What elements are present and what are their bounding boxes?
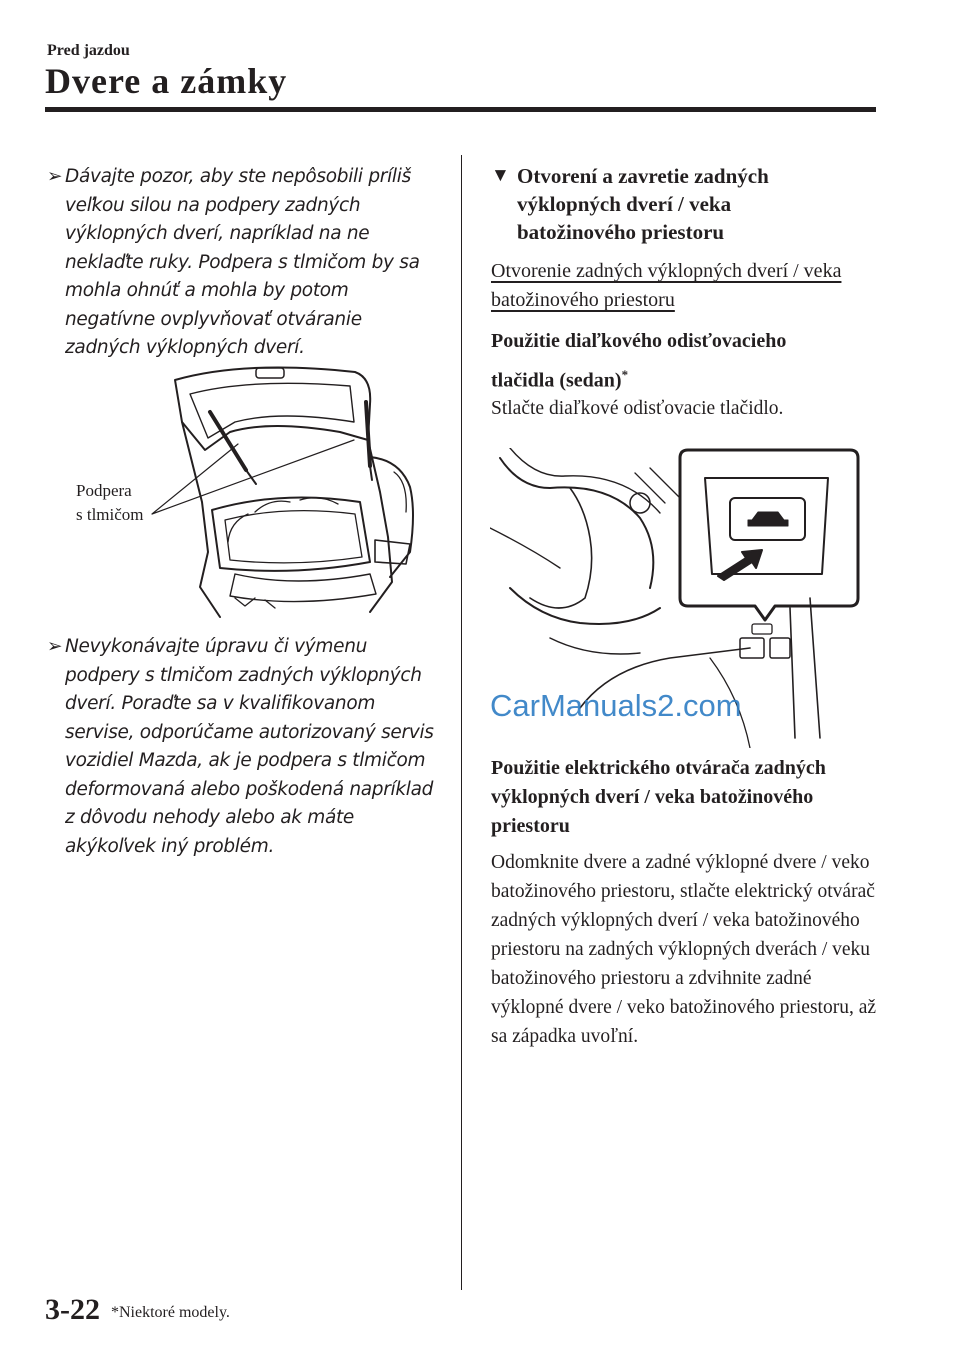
electric-heading: Použitie elektrického otvárača zadných výklopných dverí / veka batožinového priestoru (491, 757, 826, 837)
arrow-bullet-icon: ➢ (47, 636, 63, 657)
remote-release-button-figure (490, 448, 870, 748)
header-rule (45, 107, 876, 112)
page-number: 3-22 (45, 1293, 100, 1326)
section-name: Pred jazdou (47, 42, 130, 59)
tailgate-strut-figure (70, 362, 430, 627)
caution-item (47, 163, 432, 363)
footnote-mark: * (621, 367, 629, 382)
arrow-bullet-icon: ➢ (47, 166, 63, 187)
sub-heading: Otvorenie zadných výklopných dverí / veka batožinového priestoru (491, 260, 842, 311)
column-divider (461, 155, 462, 1290)
remote-instruction: Stlačte diaľkové odisťovacie tlačidlo. (491, 398, 784, 419)
triangle-marker-icon: ▼ (491, 165, 510, 186)
footnote: *Niektoré modely. (111, 1304, 230, 1321)
caution-text: Nevykonávajte úpravu či výmenu podpery s tlmičom zadných výklopných dverí. Poraďte sa v kvalifikovanom servise, odporúčame autorizovaný servis vozidiel Mazda, ak je podpera s tlmičom deformovaná alebo poškodená napríklad z dôvodu nehody alebo ak máte akýkoľvek iný problém. (65, 636, 434, 857)
page-title: Dvere a zámky (45, 61, 288, 101)
watermark-text: CarManuals2.com (490, 688, 742, 723)
caution-text: Dávajte pozor, aby ste nepôsobili príliš veľkou silou na podpery zadných výklopných dverí, napríklad na ne neklaďte ruky. Podpera s tlmičom by sa mohla ohnúť a mohla by potom negatívne ovplyvňovať otváranie zadných výklopných dverí. (65, 166, 420, 358)
electric-instruction: Odomknite dvere a zadné výklopné dvere / veko batožinového priestoru, stlačte elektrický otvárač zadných výklopných dverí / veka batožinového priestoru na zadných výklopných dverách / veku batožinového priestoru a zdvihnite zadné výklopné dvere / veko batožinového priestoru, až sa západka uvoľní. (491, 852, 877, 1047)
section-heading: ▼ Otvorení a zavretie zadných výklopných dverí / veka batožinového priestoru (491, 164, 769, 244)
remote-heading: Použitie diaľkového odisťovacieho tlačidla (sedan)* (491, 330, 787, 392)
figure-label-line2: s tlmičom (76, 505, 144, 524)
figure-label-line1: Podpera (76, 481, 132, 500)
caution-item (47, 633, 437, 861)
